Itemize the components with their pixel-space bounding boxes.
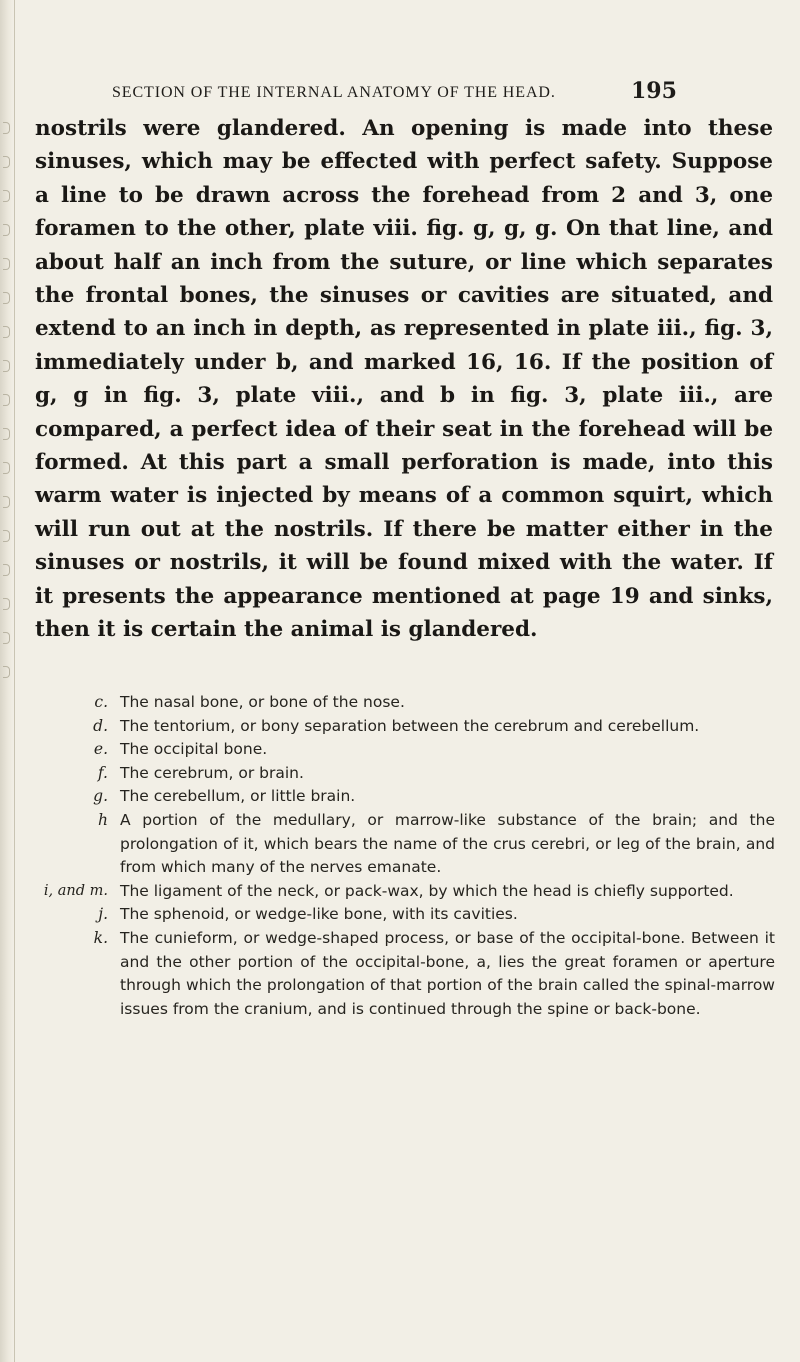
legend-letter: j. — [98, 905, 108, 924]
legend-text: The occipital bone. — [120, 740, 268, 759]
legend-entry — [30, 785, 775, 809]
legend-text: The ligament of the neck, or pack-wax, by which the head is chiefly supported. — [120, 881, 734, 900]
legend-entry — [30, 927, 775, 1021]
gutter-mark — [3, 326, 10, 338]
page-number: 195 — [631, 78, 677, 104]
legend-entry — [30, 809, 775, 880]
gutter-mark — [3, 632, 10, 644]
binding-gutter — [0, 0, 15, 1362]
legend-letter: i, and m. — [43, 882, 108, 899]
gutter-mark — [3, 394, 10, 406]
gutter-mark — [3, 428, 10, 440]
running-header: SECTION OF THE INTERNAL ANATOMY OF THE HEAD. — [112, 84, 556, 101]
legend-letter: c. — [94, 693, 108, 711]
gutter-mark — [3, 496, 10, 508]
gutter-mark — [3, 530, 10, 542]
legend-entry — [30, 715, 775, 739]
legend-entry — [30, 738, 775, 762]
figure-legend — [30, 691, 775, 1021]
legend-text: The cerebrum, or brain. — [120, 763, 304, 782]
legend-letter: h — [98, 810, 108, 829]
gutter-mark — [3, 224, 10, 236]
legend-text: The cunieform, or wedge-shaped process, or base of the occipital-bone. Between it and the other portion of the occipital-bone, a, lies the great foramen or aperture through which the prolongation of that portion of the brain called the spinal-marrow issues from the cranium, and is continued through the spine or back-bone. — [120, 928, 775, 1018]
legend-letter: e. — [93, 740, 108, 759]
legend-letter: g. — [93, 787, 108, 806]
gutter-mark — [3, 666, 10, 678]
gutter-mark — [3, 190, 10, 202]
legend-text: The tentorium, or bony separation between the cerebrum and cerebellum. — [120, 716, 700, 735]
legend-text: A portion of the medullary, or marrow-like substance of the brain; and the prolongation of it, which bears the name of the crus cerebri, or leg of the brain, and from which many of the nerves emanate. — [120, 810, 775, 877]
legend-letter: k. — [93, 928, 108, 947]
gutter-mark — [3, 360, 10, 372]
main-text — [35, 112, 773, 647]
gutter-mark — [3, 292, 10, 304]
gutter-mark — [3, 122, 10, 134]
legend-entry — [30, 691, 775, 715]
legend-letter: f. — [97, 763, 108, 782]
body-paragraph: nostrils were glandered. An opening is made into these sinuses, which may be effected with perfect safety. Suppose a line to be drawn across the forehead from 2 and 3, one foramen to the other, plate viii. fig. g, g, g. On that line, and about half an inch from the suture, or line which separates the frontal bones, the sinuses or cavities are situated, and extend to an inch in depth, as represented in plate iii., fig. 3, immediately under b, and marked 16, 16. If the position of g, g in fig. 3, plate viii., and b in fig. 3, plate iii., are compared, a perfect idea of their seat in the forehead will be formed. At this part a small perforation is made, into this warm water is injected by means of a common squirt, which will run out at the nostrils. If there be matter either in the sinuses or nostrils, it will be found mixed with the water. If it presents the appearance mentioned at page 19 and sinks, then it is certain the animal is glandered. — [35, 116, 773, 643]
legend-text: The sphenoid, or wedge-like bone, with its cavities. — [120, 905, 518, 924]
legend-entry — [30, 903, 775, 927]
legend-letter: d. — [93, 716, 108, 735]
gutter-mark — [3, 258, 10, 270]
gutter-mark — [3, 564, 10, 576]
legend-entry — [30, 762, 775, 786]
legend-entry — [30, 880, 775, 904]
gutter-mark — [3, 462, 10, 474]
gutter-mark — [3, 156, 10, 168]
legend-text: The cerebellum, or little brain. — [120, 787, 356, 806]
legend-text: The nasal bone, or bone of the nose. — [120, 693, 405, 711]
gutter-mark — [3, 598, 10, 610]
